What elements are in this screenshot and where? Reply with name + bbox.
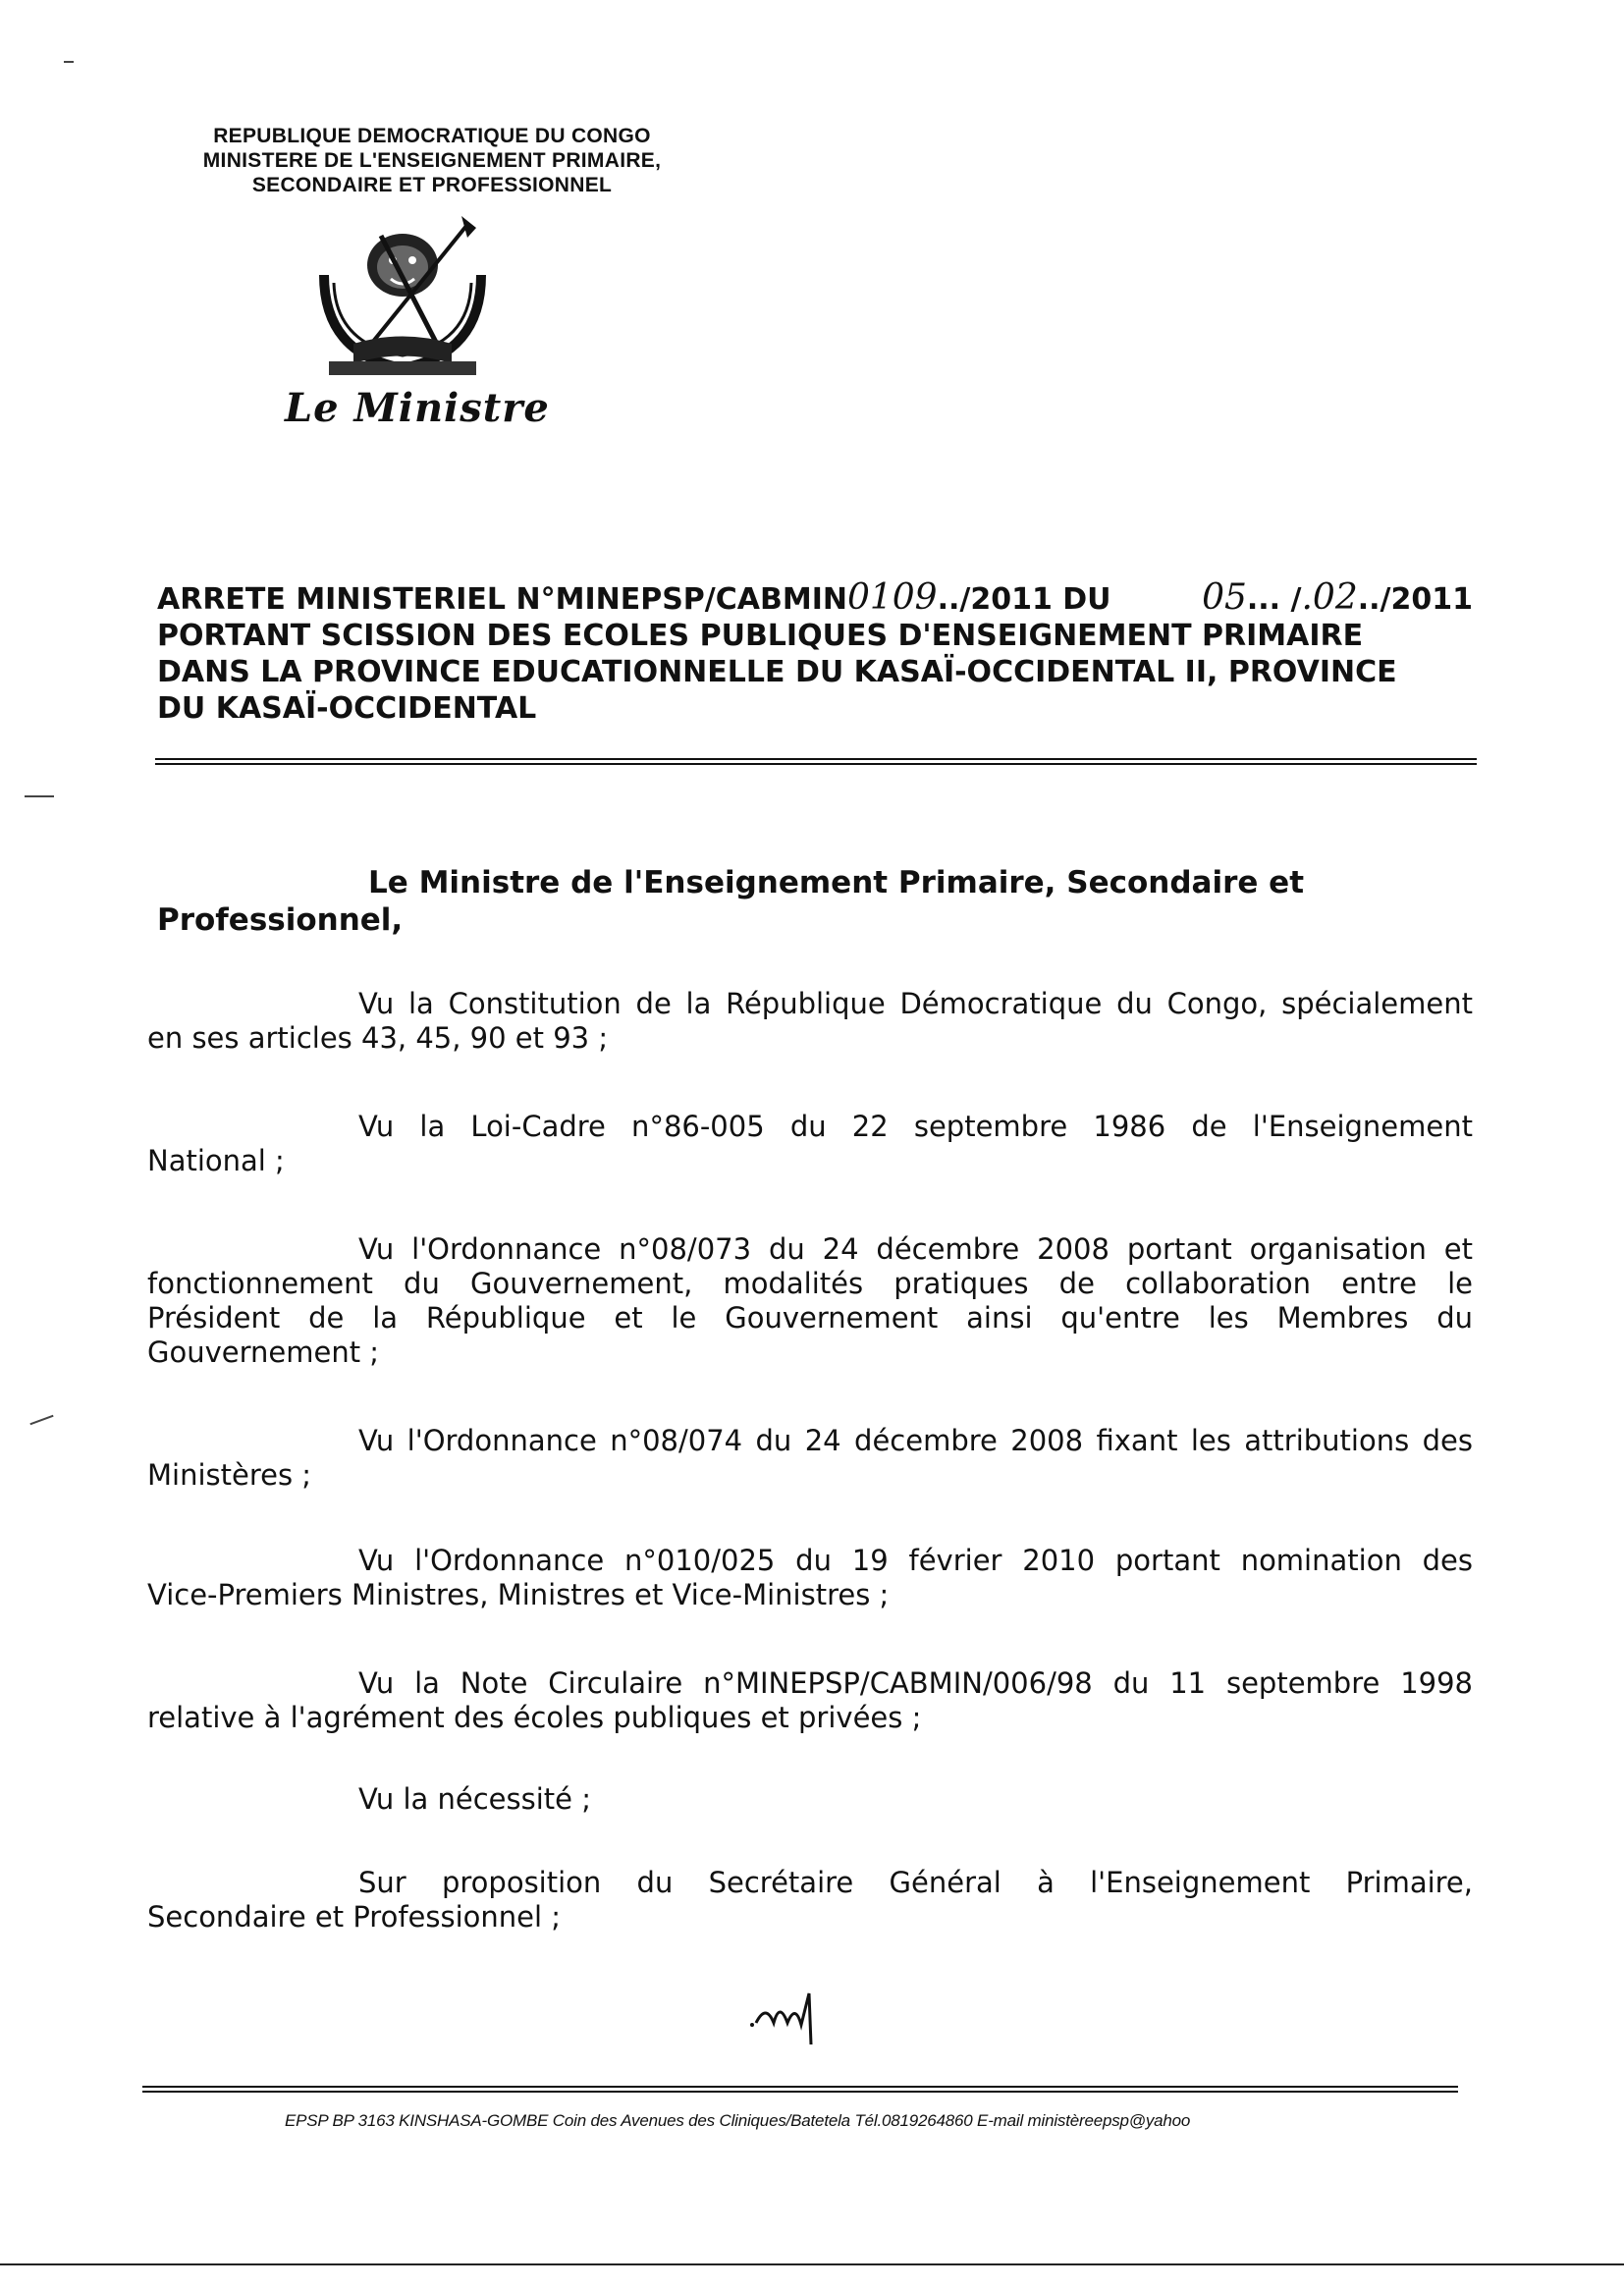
consideration-paragraph	[147, 1866, 1473, 1935]
header-country: REPUBLIQUE DEMOCRATIQUE DU CONGO	[213, 125, 651, 147]
decree-month-handwritten: .02	[1301, 577, 1358, 618]
minister-signatory-title: Le Ministre	[285, 385, 550, 431]
paragraph-line: Vu la Loi-Cadre n°86-005 du 22 septembre 1986 de l'Enseignement	[358, 1110, 1473, 1143]
decree-number-prefix: ARRETE MINISTERIEL N°MINEPSP/CABMIN	[157, 582, 847, 617]
footer-rule	[142, 2086, 1458, 2093]
paragraph-line: relative à l'agrément des écoles publiques et privées ;	[147, 1701, 922, 1734]
paragraph-line: Vu l'Ordonnance n°08/073 du 24 décembre 2008 portant organisation et	[358, 1232, 1473, 1266]
handwritten-initials	[746, 1984, 844, 2052]
decree-sep: ... /	[1246, 582, 1302, 617]
consideration-paragraph	[147, 1544, 1473, 1612]
paragraph-line: Président de la République et le Gouvernement ainsi qu'entre les Membres du	[147, 1301, 1473, 1335]
consideration-paragraph	[147, 1110, 1473, 1178]
paragraph-line: Sur proposition du Secrétaire Général à l'Enseignement Primaire,	[358, 1866, 1473, 1899]
decree-title-line4: DU KASAÏ-OCCIDENTAL	[157, 691, 537, 726]
paragraph-line: en ses articles 43, 45, 90 et 93 ;	[147, 1021, 609, 1055]
page-bottom-edge	[0, 2263, 1624, 2265]
consideration-paragraph	[147, 987, 1473, 1056]
paragraph-line: Vu la nécessité ;	[358, 1782, 591, 1816]
consideration-paragraph	[147, 1666, 1473, 1735]
consideration-paragraph	[147, 1424, 1473, 1493]
footer-contact: EPSP BP 3163 KINSHASA-GOMBE Coin des Avenues des Cliniques/Batetela Tél.0819264860 E-mail ministèreepsp@yahoo	[285, 2111, 1191, 2130]
consideration-paragraph	[147, 1232, 1473, 1370]
decree-title-line2: PORTANT SCISSION DES ECOLES PUBLIQUES D'ENSEIGNEMENT PRIMAIRE	[157, 619, 1364, 653]
paragraph-line: Vu la Note Circulaire n°MINEPSP/CABMIN/006/98 du 11 septembre 1998	[358, 1666, 1473, 1700]
decree-day-handwritten: 05	[1202, 577, 1247, 618]
decree-year-end: ../2011	[1357, 582, 1473, 617]
paragraph-line: Vu la Constitution de la République Démocratique du Congo, spécialement	[358, 987, 1473, 1020]
decree-number-handwritten: 0109	[846, 577, 938, 618]
paragraph-line: fonctionnement du Gouvernement, modalités pratiques de collaboration entre le	[147, 1267, 1473, 1300]
paragraph-line: Secondaire et Professionnel ;	[147, 1900, 562, 1934]
consideration-paragraph	[147, 1782, 1473, 1817]
paragraph-line: Gouvernement ;	[147, 1335, 380, 1369]
minister-heading-line2: Professionnel,	[157, 902, 404, 938]
paragraph-line: Vice-Premiers Ministres, Ministres et Vice-Ministres ;	[147, 1578, 890, 1611]
minister-heading-text: Le Ministre de l'Enseignement Primaire, Secondaire et	[368, 865, 1305, 900]
paragraph-line: Vu l'Ordonnance n°010/025 du 19 février 2010 portant nomination des	[358, 1544, 1473, 1577]
paragraph-line: National ;	[147, 1144, 285, 1177]
paragraph-line: Ministères ;	[147, 1458, 312, 1492]
paragraph-line: Vu l'Ordonnance n°08/074 du 24 décembre 2008 fixant les attributions des	[358, 1424, 1473, 1457]
header-ministry: MINISTERE DE L'ENSEIGNEMENT PRIMAIRE,	[202, 149, 662, 172]
decree-title-line3: DANS LA PROVINCE EDUCATIONNELLE DU KASAÏ-OCCIDENTAL II, PROVINCE	[157, 655, 1397, 689]
header-ministry-cont: SECONDAIRE ET PROFESSIONNEL	[251, 174, 613, 196]
decree-year: ../2011 DU	[937, 582, 1111, 617]
